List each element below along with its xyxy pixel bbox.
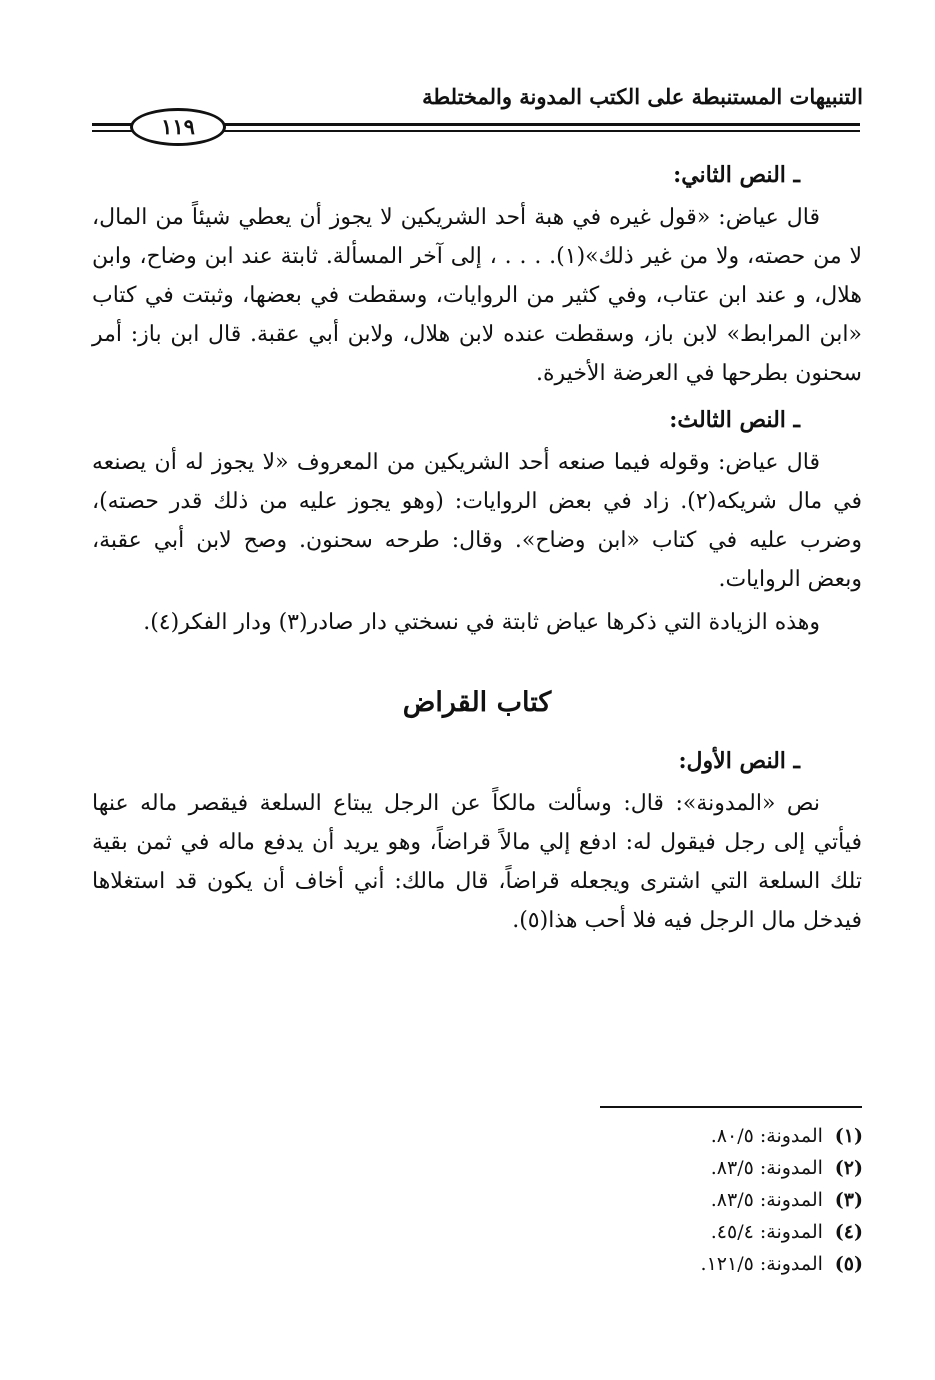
footnote [701, 1248, 863, 1280]
footnote-number: (٤) [834, 1221, 863, 1243]
running-title: التنبيهات المستنبطة على الكتب المدونة والمختلطة [422, 84, 863, 109]
footnote [701, 1120, 863, 1152]
footnote [701, 1184, 863, 1216]
footnote-number: (١) [834, 1125, 863, 1147]
section-heading: ـ النص الثاني: [673, 162, 800, 188]
footnote-text: المدونة: ٤٥/٤. [710, 1221, 823, 1243]
footnote-number: (٣) [834, 1189, 863, 1211]
paragraph: وهذه الزيادة التي ذكرها عياض ثابتة في نسختي دار صادر(٣) ودار الفكر(٤). [143, 610, 820, 635]
section-heading: ـ النص الثالث: [669, 407, 800, 433]
footnote [701, 1152, 863, 1184]
footnote-separator [600, 1106, 862, 1108]
footnote-text: المدونة: ٨٣/٥. [710, 1189, 823, 1211]
section-heading: ـ النص الأول: [678, 748, 800, 774]
footnote-text: المدونة: ٨٣/٥. [710, 1157, 823, 1179]
footnote-number: (٢) [834, 1157, 863, 1179]
paragraph: قال عياض: وقوله فيما صنعه أحد الشريكين من المعروف «لا يجوز له أن يصنعه في مال شريكه(٢). زاد في بعض الروايات: (وهو يجوز عليه من ذلك قدر حصته)، وضرب عليه في كتاب «ابن وضاح». وقال: طرحه سحنون. وصح لابن أبي عقبة، وبعض الروايات. [92, 450, 862, 592]
footnote-number: (٥) [834, 1253, 863, 1275]
main-text [92, 152, 862, 944]
footnote-text: المدونة: ١٢١/٥. [700, 1253, 823, 1275]
paragraph: نص «المدونة»: قال: وسألت مالكاً عن الرجل يبتاع السلعة فيقصر ماله عنها فيأتي إلى رجل فيقول له: ادفع إلي مالاً قراضاً، وهو يريد أن يدفع ماله في ثمن بقية تلك السلعة التي اشترى ويجعله قراضاً، قال مالك: أني أخاف أن يكون قد استغلاها فيدخل مال الرجل فيه فلا أحب هذا(٥). [92, 791, 862, 933]
chapter-title: كتاب القراض [402, 687, 552, 718]
paragraph: قال عياض: «قول غيره في هبة أحد الشريكين لا يجوز أن يعطي شيئاً من المال، لا من حصته، ولا من غير ذلك»(١). . . . ، إلى آخر المسألة. ثابتة عند ابن وضاح، وابن هلال، و عند ابن عتاب، وفي كثير من الروايات، وسقطت في بعضها، وثبتت في كتاب «ابن المرابط» لابن باز، وسقطت عنده لابن هلال، ولابن أبي عقبة. قال ابن باز: أمر سحنون بطرحها في العرضة الأخيرة. [92, 205, 862, 386]
footnote-text: المدونة: ٨٠/٥. [710, 1125, 823, 1147]
page-number-badge: ١١٩ [130, 108, 226, 146]
footnotes [701, 1120, 863, 1280]
footnote [701, 1216, 863, 1248]
